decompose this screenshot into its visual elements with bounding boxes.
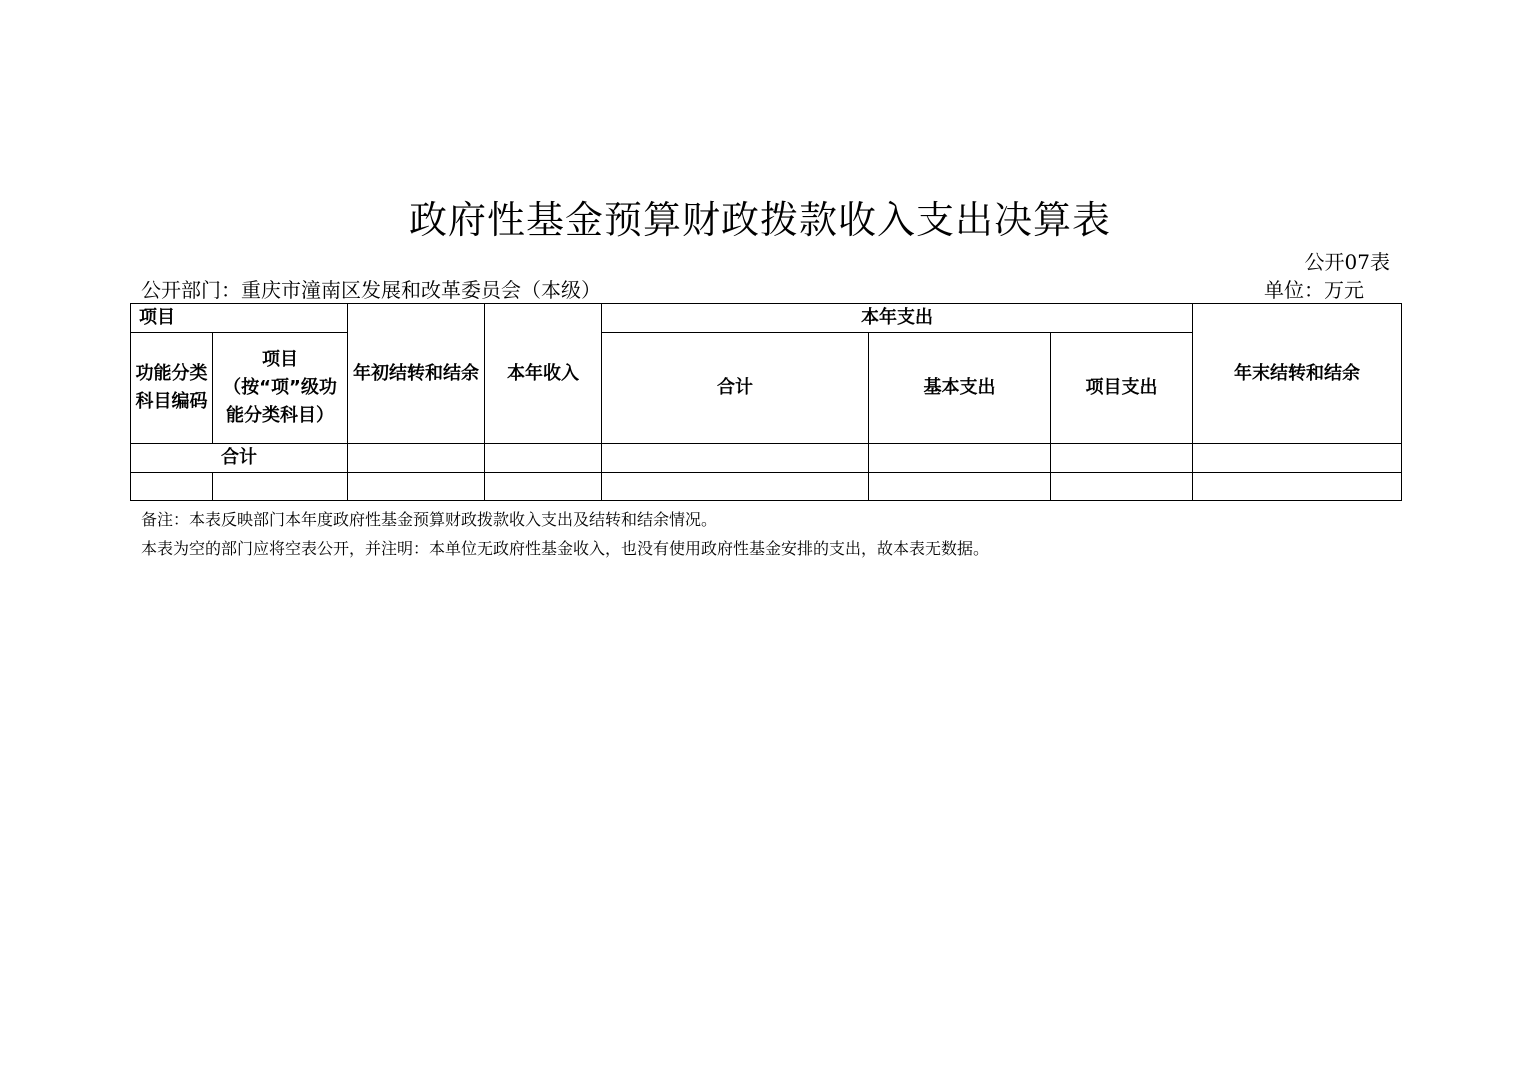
header-ending-balance: 年末结转和结余 <box>1193 304 1402 444</box>
page-title: 政府性基金预算财政拨款收入支出决算表 <box>408 198 1111 242</box>
table-cell <box>213 473 348 501</box>
table-cell <box>348 473 485 501</box>
table-row-total <box>131 444 1402 473</box>
note-line: 本表为空的部门应将空表公开，并注明：本单位无政府性基金收入，也没有使用政府性基金安排的支出，故本表无数据。 <box>141 539 990 558</box>
header-project-expenditure: 项目支出 <box>1051 333 1193 444</box>
table-row <box>131 473 1402 501</box>
table-cell <box>1193 444 1402 473</box>
form-number: 公开07表 <box>1304 250 1390 274</box>
header-func-code: 功能分类科目编码 <box>131 333 213 444</box>
table-cell <box>131 473 213 501</box>
table-cell <box>1051 473 1193 501</box>
table-cell <box>485 473 602 501</box>
budget-table <box>130 303 1402 501</box>
notes <box>141 505 989 563</box>
header-expenditure: 本年支出 <box>602 304 1193 333</box>
table-cell <box>602 444 869 473</box>
note-line: 备注：本表反映部门本年度政府性基金预算财政拨款收入支出及结转和结余情况。 <box>141 510 718 529</box>
table-cell <box>1193 473 1402 501</box>
header-basic-expenditure: 基本支出 <box>869 333 1051 444</box>
table-cell <box>348 444 485 473</box>
table-cell <box>869 473 1051 501</box>
header-beginning-balance: 年初结转和结余 <box>348 304 485 444</box>
header-project: 项目 <box>131 304 348 333</box>
table-cell <box>602 473 869 501</box>
table-cell <box>485 444 602 473</box>
header-total: 合计 <box>602 333 869 444</box>
unit-label: 单位：万元 <box>1264 278 1364 302</box>
header-income: 本年收入 <box>485 304 602 444</box>
table-cell <box>869 444 1051 473</box>
department-label: 公开部门：重庆市潼南区发展和改革委员会（本级） <box>141 278 601 302</box>
total-row-label: 合计 <box>131 444 348 473</box>
table-cell <box>1051 444 1193 473</box>
header-project-name: 项目（按“项”级功能分类科目） <box>213 333 348 444</box>
